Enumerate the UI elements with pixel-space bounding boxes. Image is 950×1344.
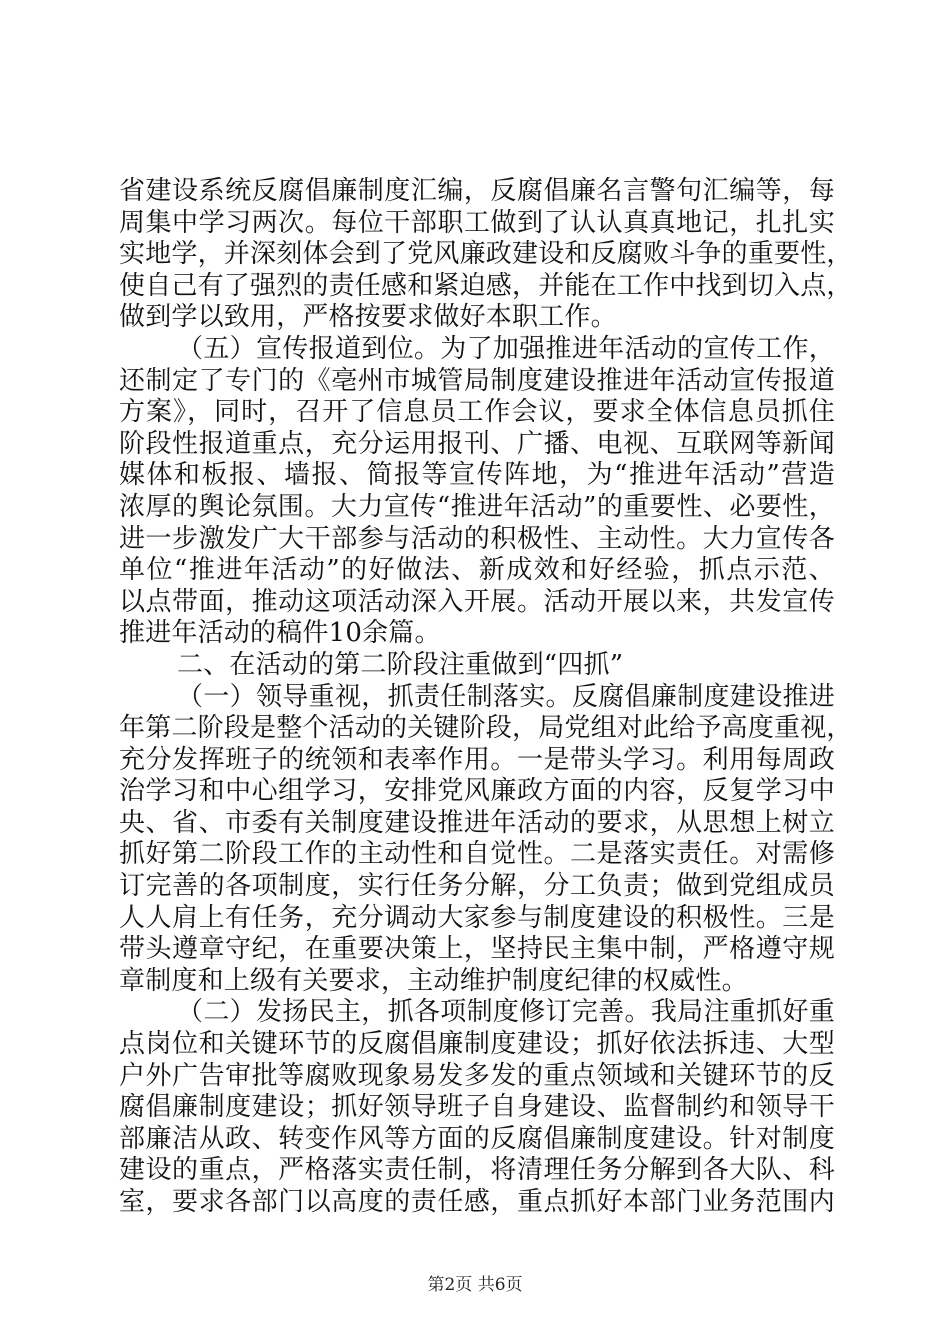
text-line: 带头遵章守纪，在重要决策上，坚持民主集中制，严格遵守规 xyxy=(119,934,835,965)
text-line: 周集中学习两次。每位干部职工做到了认认真真地记，扎扎实 xyxy=(119,207,835,238)
text-line: 腐倡廉制度建设；抓好领导班子自身建设、监督制约和领导干 xyxy=(119,1092,835,1123)
text-line: 浓厚的舆论氛围。大力宣传“推进年活动”的重要性、必要性， xyxy=(119,491,835,522)
text-line: 做到学以致用，严格按要求做好本职工作。 xyxy=(119,302,617,333)
text-line: 室，要求各部门以高度的责任感，重点抓好本部门业务范围内 xyxy=(119,1187,835,1217)
text-line: 以点带面，推动这项活动深入开展。活动开展以来，共发宣传 xyxy=(119,586,835,617)
text-line: 人人肩上有任务，充分调动大家参与制度建设的积极性。三是 xyxy=(119,902,835,933)
text-line: 户外广告审批等腐败现象易发多发的重点领域和关键环节的反 xyxy=(119,1060,835,1091)
text-line: 推进年活动的稿件10余篇。 xyxy=(119,618,441,649)
text-line: 治学习和中心组学习，安排党风廉政方面的内容，反复学习中 xyxy=(119,776,835,807)
text-line: 抓好第二阶段工作的主动性和自觉性。二是落实责任。对需修 xyxy=(119,839,835,870)
text-line: 方案》，同时，召开了信息员工作会议，要求全体信息员抓住 xyxy=(119,397,835,428)
text-line: 使自己有了强烈的责任感和紧迫感，并能在工作中找到切入点， xyxy=(119,270,853,301)
text-line: 省建设系统反腐倡廉制度汇编，反腐倡廉名言警句汇编等，每 xyxy=(119,176,835,206)
text-line: 媒体和板报、墙报、简报等宣传阵地，为“推进年活动”营造 xyxy=(119,460,835,491)
document-body xyxy=(119,176,853,1219)
text-line: 央、省、市委有关制度建设推进年活动的要求，从思想上树立 xyxy=(119,807,835,838)
text-line: 进一步激发广大干部参与活动的积极性、主动性。大力宣传各 xyxy=(119,523,835,554)
text-line: （二）发扬民主，抓各项制度修订完善。我局注重抓好重 xyxy=(177,997,835,1028)
text-line: （五）宣传报道到位。为了加强推进年活动的宣传工作， xyxy=(177,333,835,364)
text-line: 阶段性报道重点，充分运用报刊、广播、电视、互联网等新闻 xyxy=(119,428,835,459)
text-line: 还制定了专门的《亳州市城管局制度建设推进年活动宣传报道 xyxy=(119,365,835,396)
text-line: 点岗位和关键环节的反腐倡廉制度建设；抓好依法拆违、大型 xyxy=(119,1029,835,1060)
text-line: 实地学，并深刻体会到了党风廉政建设和反腐败斗争的重要性， xyxy=(119,239,853,270)
text-line: 单位“推进年活动”的好做法、新成效和好经验，抓点示范、 xyxy=(119,555,835,586)
text-line: 建设的重点，严格落实责任制，将清理任务分解到各大队、科 xyxy=(119,1155,835,1186)
text-line: 充分发挥班子的统领和表率作用。一是带头学习。利用每周政 xyxy=(119,744,835,775)
page-footer: 第2页 共6页 xyxy=(427,1275,523,1295)
text-line: 年第二阶段是整个活动的关键阶段，局党组对此给予高度重视， xyxy=(119,713,853,744)
text-line: （一）领导重视，抓责任制落实。反腐倡廉制度建设推进 xyxy=(177,681,835,712)
text-line: 订完善的各项制度，实行任务分解，分工负责；做到党组成员 xyxy=(119,871,835,902)
text-line: 部廉洁从政、转变作风等方面的反腐倡廉制度建设。针对制度 xyxy=(119,1123,835,1154)
text-line: 章制度和上级有关要求，主动维护制度纪律的权威性。 xyxy=(119,965,748,996)
text-line: 二、在活动的第二阶段注重做到“四抓” xyxy=(177,649,624,680)
